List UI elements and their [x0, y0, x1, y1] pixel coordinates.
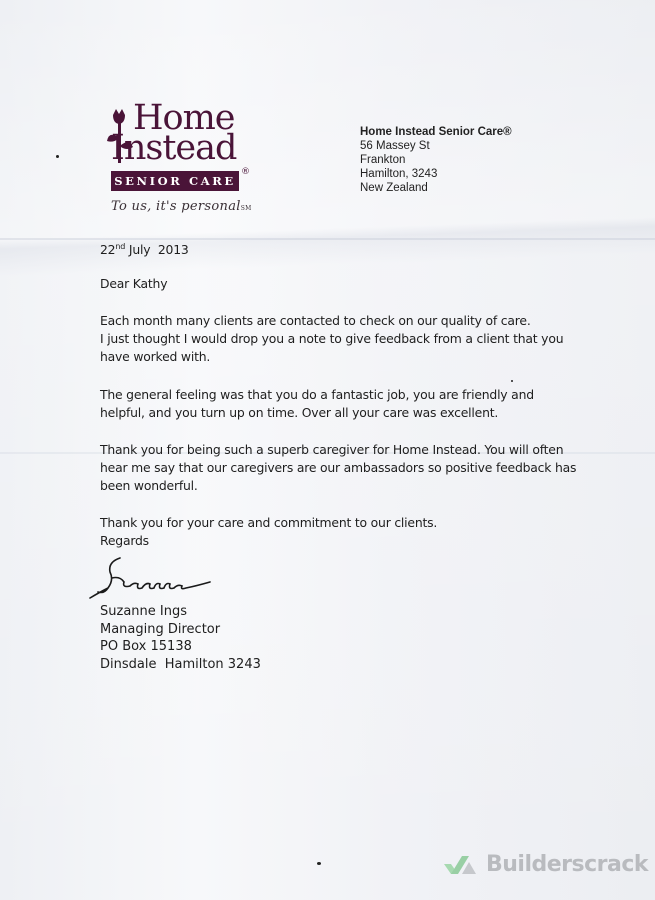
- signatory-title: Managing Director: [100, 621, 221, 637]
- paragraph-line: helpful, and you turn up on time. Over all your care was excellent.: [100, 405, 499, 420]
- paragraph-line: hear me say that our caregivers are our ambassadors so positive feedback has: [100, 460, 577, 475]
- paragraph-line: I just thought I would drop you a note to give feedback from a client that you: [100, 331, 564, 346]
- letter-date: [100, 238, 189, 259]
- address-suburb: Frankton: [360, 154, 406, 166]
- sender-address: [360, 125, 512, 195]
- signatory-name: Suzanne Ings: [100, 604, 187, 619]
- date-day: 22: [100, 242, 116, 258]
- address-city: Hamilton, 3243: [360, 168, 438, 180]
- paper-crease: [0, 238, 655, 240]
- scan-speck: [317, 862, 321, 865]
- registered-mark: ®: [241, 167, 250, 177]
- address-country: New Zealand: [360, 182, 428, 194]
- logo-tagline: [111, 199, 252, 214]
- signatory-block: [100, 603, 261, 673]
- closing: [100, 514, 437, 550]
- paragraph-1: [100, 312, 563, 366]
- scan-speck: [511, 380, 513, 382]
- builderscrack-check-icon: [442, 854, 478, 876]
- tagline-text: To us, it's personal: [111, 199, 241, 214]
- signatory-po-box: PO Box 15138: [100, 639, 192, 654]
- logo-word-instead: Instead: [111, 128, 237, 168]
- salutation: Dear Kathy: [100, 276, 168, 291]
- paragraph-line: have worked with.: [100, 349, 211, 364]
- service-mark: SM: [240, 205, 252, 212]
- paragraph-line: been wonderful.: [100, 478, 198, 493]
- logo-word-home: Home: [133, 98, 235, 138]
- scan-speck: [56, 155, 59, 158]
- paragraph-2: [100, 386, 534, 422]
- sign-off: Regards: [100, 533, 149, 548]
- date-suffix: nd: [115, 242, 126, 251]
- logo-senior-care-bar: SENIOR CARE: [111, 171, 239, 191]
- paragraph-line: Each month many clients are contacted to check on our quality of care.: [100, 313, 531, 328]
- closing-line: Thank you for your care and commitment to our clients.: [100, 515, 438, 530]
- paragraph-line: Thank you for being such a superb caregiver for Home Instead. You will often: [100, 442, 564, 457]
- date-rest: July 2013: [125, 242, 189, 258]
- address-company: Home Instead Senior Care®: [360, 126, 512, 138]
- handwritten-signature: [86, 548, 226, 604]
- watermark-text: Builderscrack: [486, 852, 649, 877]
- builderscrack-watermark: [442, 852, 648, 877]
- address-street: 56 Massey St: [360, 140, 430, 152]
- signatory-locality: Dinsdale Hamilton 3243: [100, 656, 261, 672]
- paragraph-line: The general feeling was that you do a fantastic job, you are friendly and: [100, 387, 534, 402]
- paragraph-3: [100, 441, 576, 495]
